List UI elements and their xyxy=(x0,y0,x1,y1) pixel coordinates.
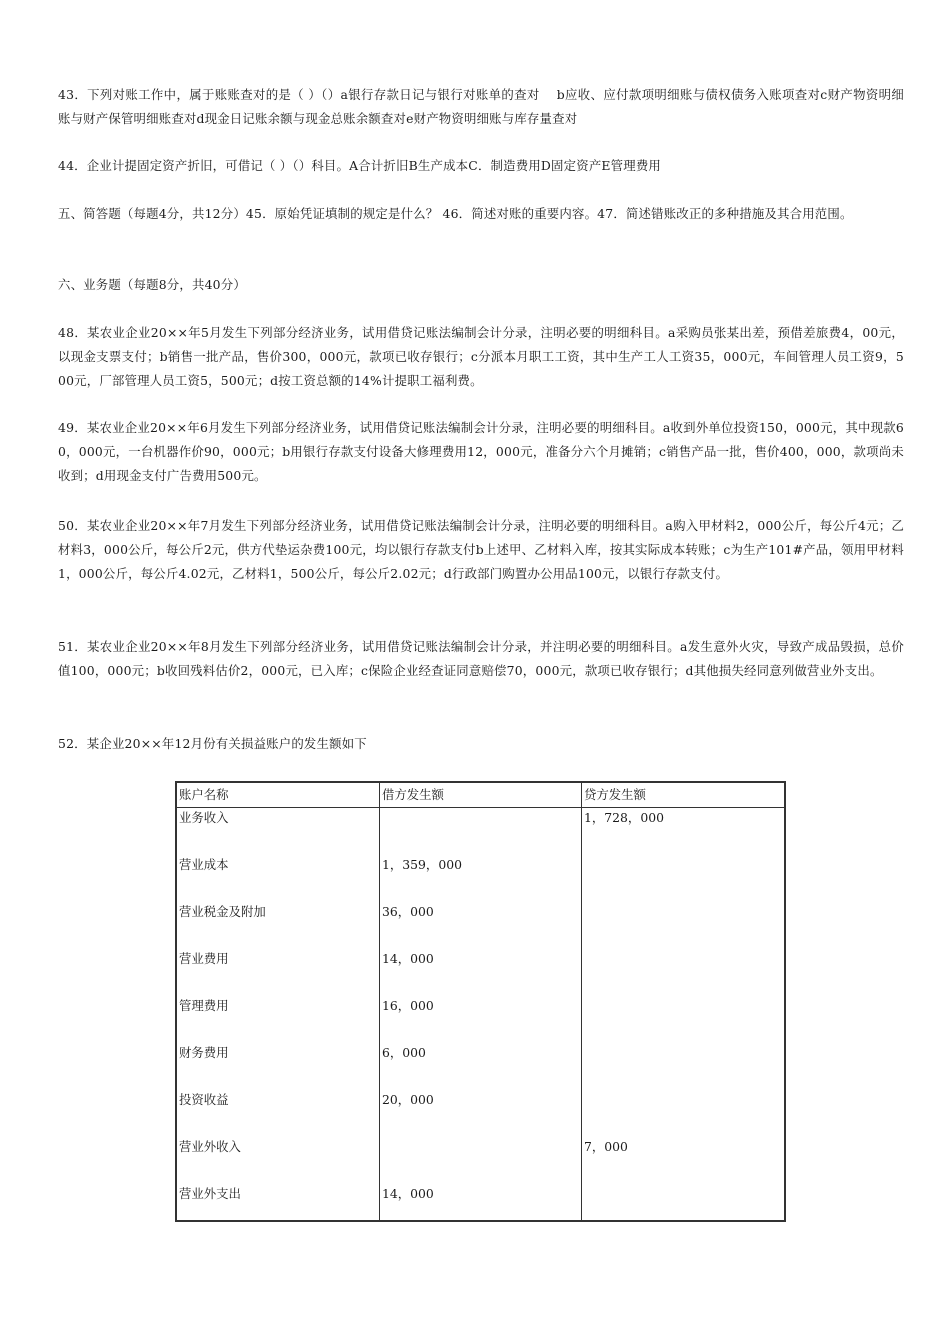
question-50: 50．某农业企业20××年7月发生下列部分经济业务，试用借贷记账法编制会计分录，注明必要的明细科目。a购入甲材料2，000公斤，每公斤4元；乙材料3，000公斤，每公斤2元，供方代垫运杂费100元，均以银行存款支付b上述甲、乙材料入库，按其实际成本转账；c为生产101#产品，领用甲材料1，000公斤，每公斤4.02元，乙材料1，500公斤，每公斤2.02元；d行政部门购置办公用品100元，以银行存款支付。 xyxy=(58,518,904,581)
debit-amount: 14，000 xyxy=(382,951,434,966)
debit-amount: 36，000 xyxy=(382,904,434,919)
credit-amount xyxy=(584,1184,782,1220)
question-52: 52．某企业20××年12月份有关损益账户的发生额如下 xyxy=(58,736,367,751)
debit-amount: 6，000 xyxy=(382,1045,426,1060)
table-body-row xyxy=(176,808,785,1222)
credit-amount xyxy=(584,1043,782,1090)
debit-amount xyxy=(382,1137,579,1184)
account-name: 投资收益 xyxy=(179,1092,229,1107)
credit-amount xyxy=(584,1090,782,1137)
account-name: 营业外支出 xyxy=(179,1186,241,1201)
question-49: 49．某农业企业20××年6月发生下列部分经济业务，试用借贷记账法编制会计分录，注明必要的明细科目。a收到外单位投资150，000元，其中现款60，000元，一台机器作价90，000元；b用银行存款支付设备大修理费用12，000元，准备分六个月摊销；c销售产品一批，售价400，000，款项尚未收到；d用现金支付广告费用500元。 xyxy=(58,420,904,483)
credit-amount xyxy=(584,996,782,1043)
header-debit: 借方发生额 xyxy=(380,782,582,808)
credit-amount xyxy=(584,949,782,996)
account-name: 营业费用 xyxy=(179,951,229,966)
account-name: 营业外收入 xyxy=(179,1139,241,1154)
debit-amount: 1，359，000 xyxy=(382,857,462,872)
debit-amount xyxy=(382,808,579,855)
profit-loss-accounts-table xyxy=(175,781,786,1222)
account-column xyxy=(176,808,380,1222)
credit-column xyxy=(582,808,786,1222)
debit-amount: 14，000 xyxy=(382,1186,434,1201)
question-48: 48．某农业企业20××年5月发生下列部分经济业务，试用借贷记账法编制会计分录，注明必要的明细科目。a采购员张某出差，预借差旅费4，00元，以现金支票支付；b销售一批产品，售价300，000元，款项已收存银行；c分派本月职工工资，其中生产工人工资35，000元，车间管理人员工资9，500元，厂部管理人员工资5，500元；d按工资总额的14%计提职工福利费。 xyxy=(58,325,904,388)
question-51: 51．某农业企业20××年8月发生下列部分经济业务，试用借贷记账法编制会计分录，并注明必要的明细科目。a发生意外火灾，导致产成品毁损，总价值100，000元；b收回残料估价2，000元，已入库；c保险企业经查证同意赔偿70，000元，款项已收存银行；d其他损失经同意列做营业外支出。 xyxy=(58,639,904,678)
account-name: 财务费用 xyxy=(179,1045,229,1060)
section-short-answer: 五、简答题（每题4分，共12分）45．原始凭证填制的规定是什么？ 46．简述对账的重要内容。47．简述错账改正的多种措施及其合用范围。 xyxy=(58,206,853,221)
credit-amount xyxy=(584,902,782,949)
credit-amount: 1，728，000 xyxy=(584,810,664,825)
credit-amount xyxy=(584,855,782,902)
account-name: 业务收入 xyxy=(179,810,229,825)
section-business: 六、业务题（每题8分，共40分） xyxy=(58,277,246,292)
table-header-row xyxy=(176,782,785,808)
header-credit: 贷方发生额 xyxy=(582,782,786,808)
account-name: 营业成本 xyxy=(179,857,229,872)
header-account: 账户名称 xyxy=(176,782,380,808)
debit-amount: 16，000 xyxy=(382,998,434,1013)
account-name: 营业税金及附加 xyxy=(179,904,266,919)
debit-column xyxy=(380,808,582,1222)
debit-amount: 20，000 xyxy=(382,1092,434,1107)
question-43: 43．下列对账工作中，属于账账查对的是（ ）（）a银行存款日记与银行对账单的查对 b应收、应付款项明细账与债权债务入账项查对c财产物资明细账与财产保管明细账查对d现金日记账余额与现金总账余额查对e财产物资明细账与库存量查对 xyxy=(58,87,904,126)
question-44: 44．企业计提固定资产折旧，可借记（ ）（）科目。A合计折旧B生产成本C．制造费用D固定资产E管理费用 xyxy=(58,158,662,173)
account-name: 管理费用 xyxy=(179,998,229,1013)
credit-amount: 7，000 xyxy=(584,1139,628,1154)
